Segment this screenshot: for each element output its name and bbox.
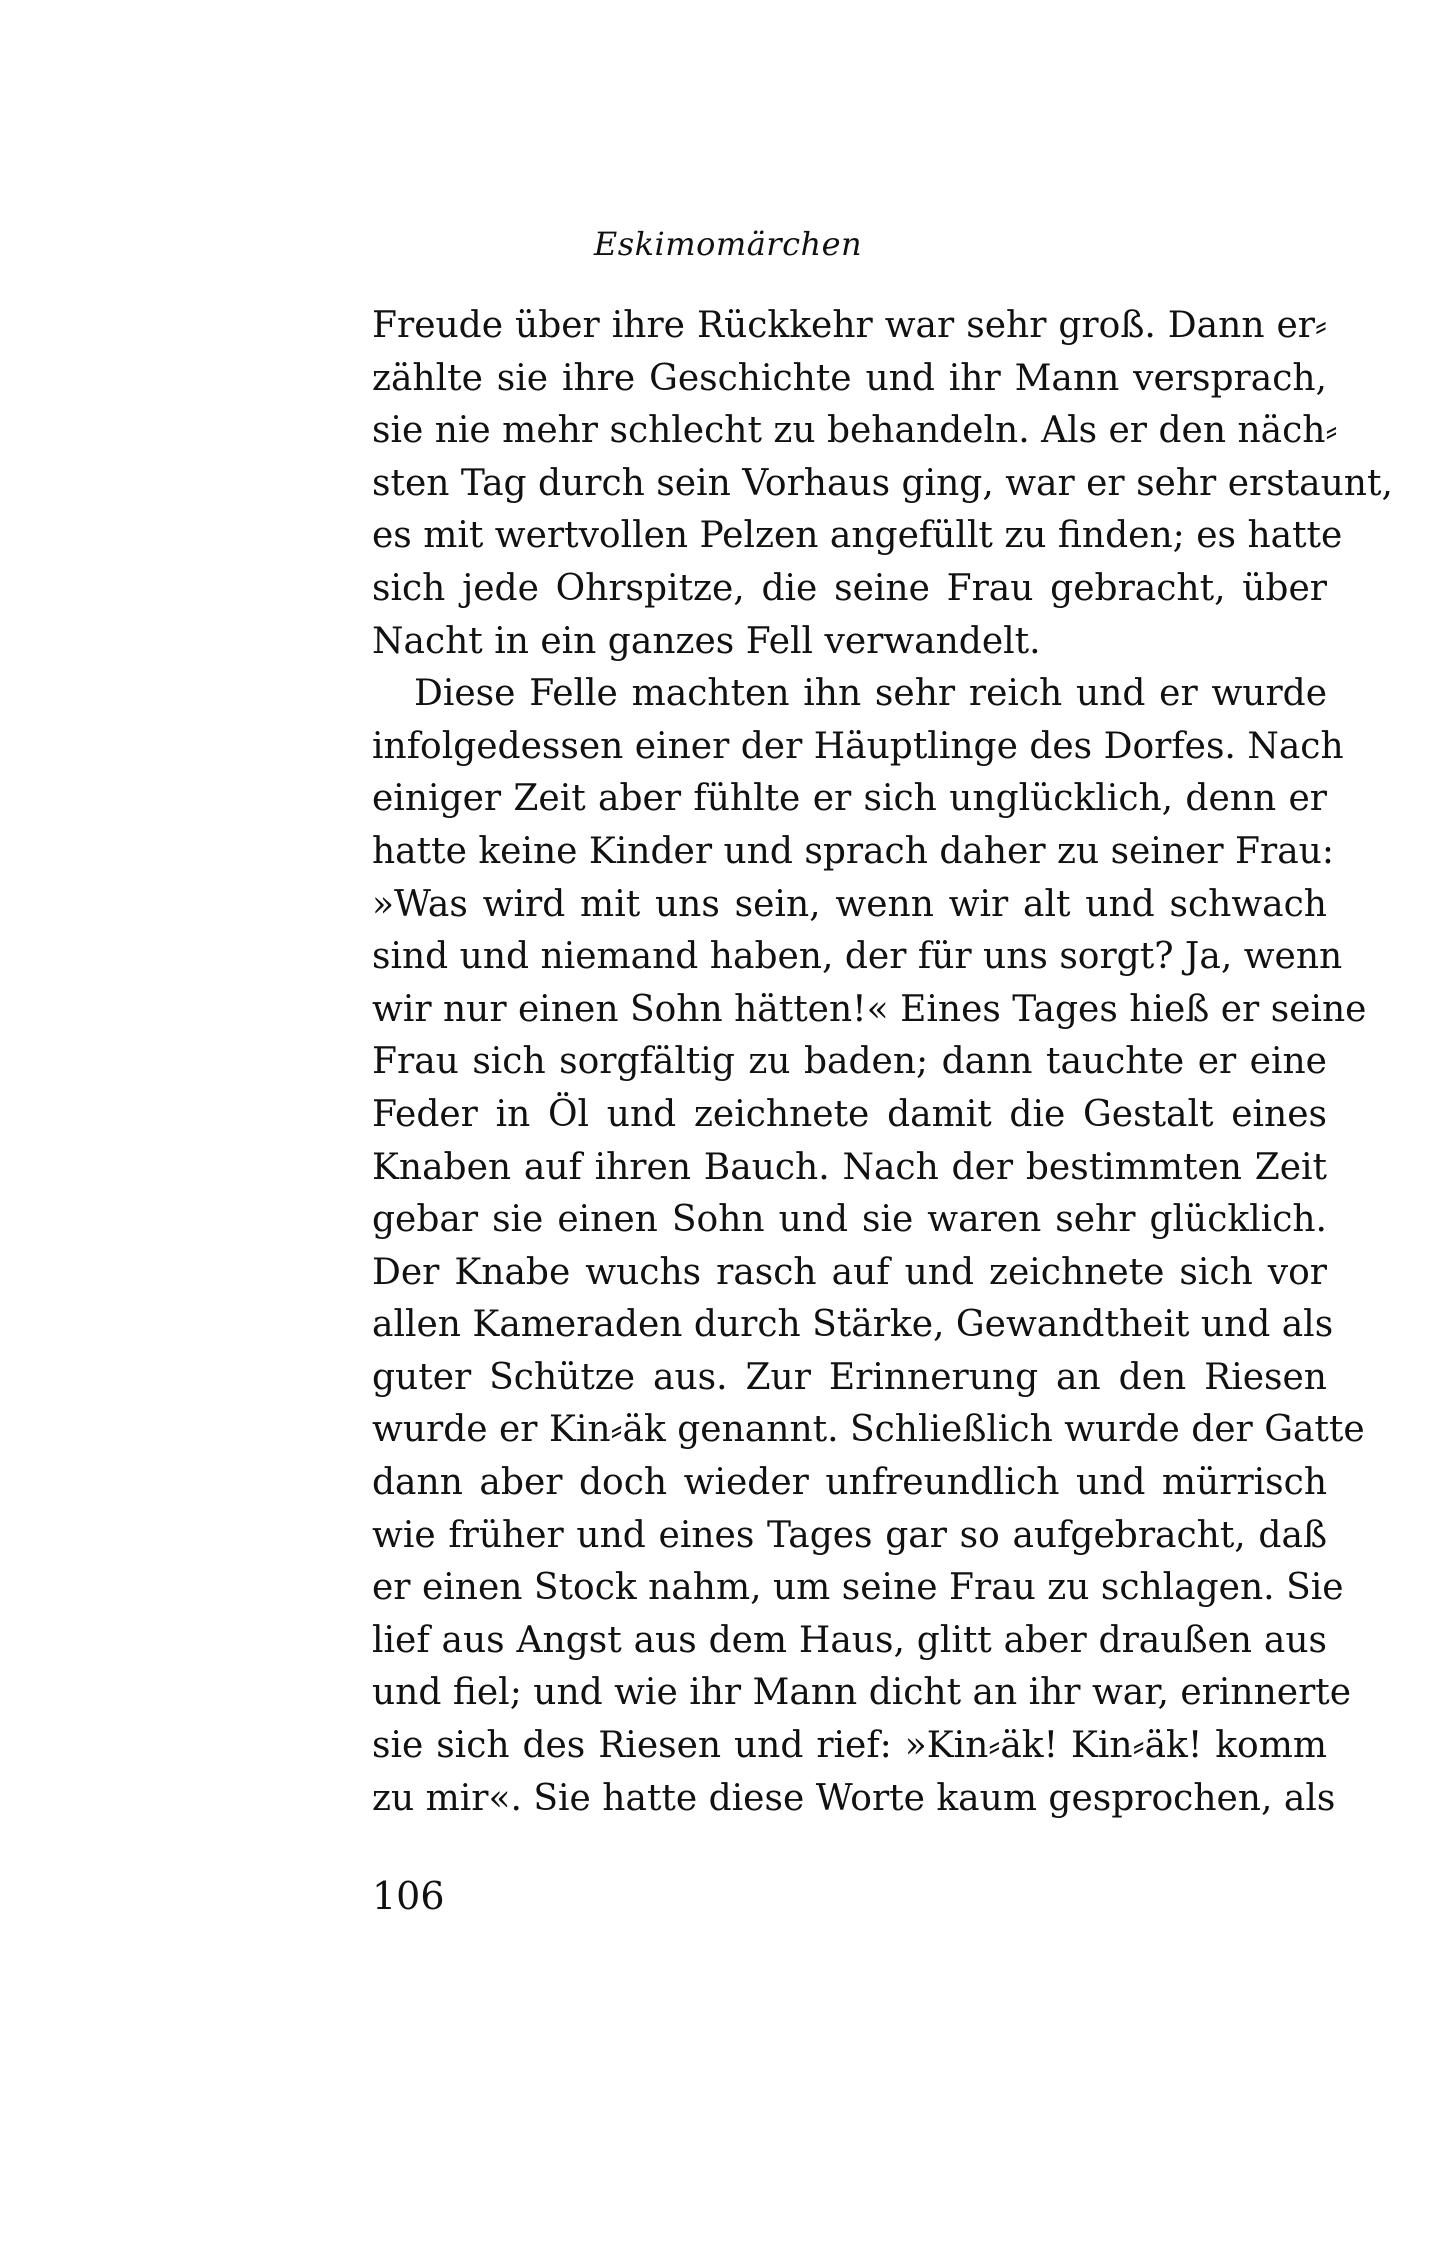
text-line: sie nie mehr schlecht zu behandeln. Als er den näch⸗: [372, 410, 1338, 452]
text-line: sind und niemand haben, der für uns sorgt? Ja, wenn: [372, 936, 1343, 978]
text-line: lief aus Angst aus dem Haus, glitt aber draußen aus: [372, 1619, 1327, 1661]
text-line: sten Tag durch sein Vorhaus ging, war er sehr erstaunt,: [372, 462, 1393, 504]
text-line: Feder in Öl und zeichnete damit die Gestalt eines: [372, 1093, 1327, 1135]
text-line: wir nur einen Sohn hätten!« Eines Tages hieß er seine: [372, 988, 1367, 1030]
text-line: guter Schütze aus. Zur Erinnerung an den Riesen: [372, 1356, 1327, 1398]
text-line: er einen Stock nahm, um seine Frau zu schlagen. Sie: [372, 1567, 1344, 1609]
text-line: gebar sie einen Sohn und sie waren sehr glücklich.: [372, 1199, 1327, 1241]
text-line: Diese Felle machten ihn sehr reich und er wurde: [414, 673, 1327, 715]
text-line: infolgedessen einer der Häuptlinge des Dorfes. Nach: [372, 725, 1344, 767]
text-line: sich jede Ohrspitze, die seine Frau gebracht, über: [372, 567, 1327, 609]
text-line: sie sich des Riesen und rief: »Kin⸗äk! Kin⸗äk! komm: [372, 1725, 1327, 1767]
paragraph-1: [372, 300, 1393, 668]
running-title: Eskimomärchen: [593, 225, 863, 263]
paragraph-2: [372, 668, 1367, 1825]
text-line: wie früher und eines Tages gar so aufgebracht, daß: [372, 1514, 1327, 1556]
text-line: Der Knabe wuchs rasch auf und zeichnete sich vor: [372, 1251, 1327, 1293]
text-line: es mit wertvollen Pelzen angefüllt zu finden; es hatte: [372, 515, 1343, 557]
page-number: 106: [372, 1874, 445, 1918]
text-line: Nacht in ein ganzes Fell verwandelt.: [372, 620, 1041, 662]
text-line: Frau sich sorgfältig zu baden; dann tauchte er eine: [372, 1041, 1327, 1083]
text-line: Freude über ihre Rückkehr war sehr groß. Dann er⸗: [372, 305, 1327, 346]
text-line: allen Kameraden durch Stärke, Gewandtheit und als: [372, 1304, 1334, 1346]
text-line: einiger Zeit aber fühlte er sich unglücklich, denn er: [372, 778, 1327, 820]
text-line: »Was wird mit uns sein, wenn wir alt und schwach: [372, 883, 1327, 925]
text-line: wurde er Kin⸗äk genannt. Schließlich wurde der Gatte: [372, 1409, 1365, 1451]
text-line: dann aber doch wieder unfreundlich und mürrisch: [372, 1462, 1327, 1504]
text-line: Knaben auf ihren Bauch. Nach der bestimmten Zeit: [372, 1146, 1327, 1188]
text-line: hatte keine Kinder und sprach daher zu seiner Frau:: [372, 830, 1334, 872]
body-text: [372, 300, 1393, 1825]
text-line: und fiel; und wie ihr Mann dicht an ihr war, erinnerte: [372, 1672, 1352, 1714]
text-line: zählte sie ihre Geschichte und ihr Mann versprach,: [372, 357, 1327, 399]
text-line: zu mir«. Sie hatte diese Worte kaum gesprochen, als: [372, 1777, 1336, 1819]
